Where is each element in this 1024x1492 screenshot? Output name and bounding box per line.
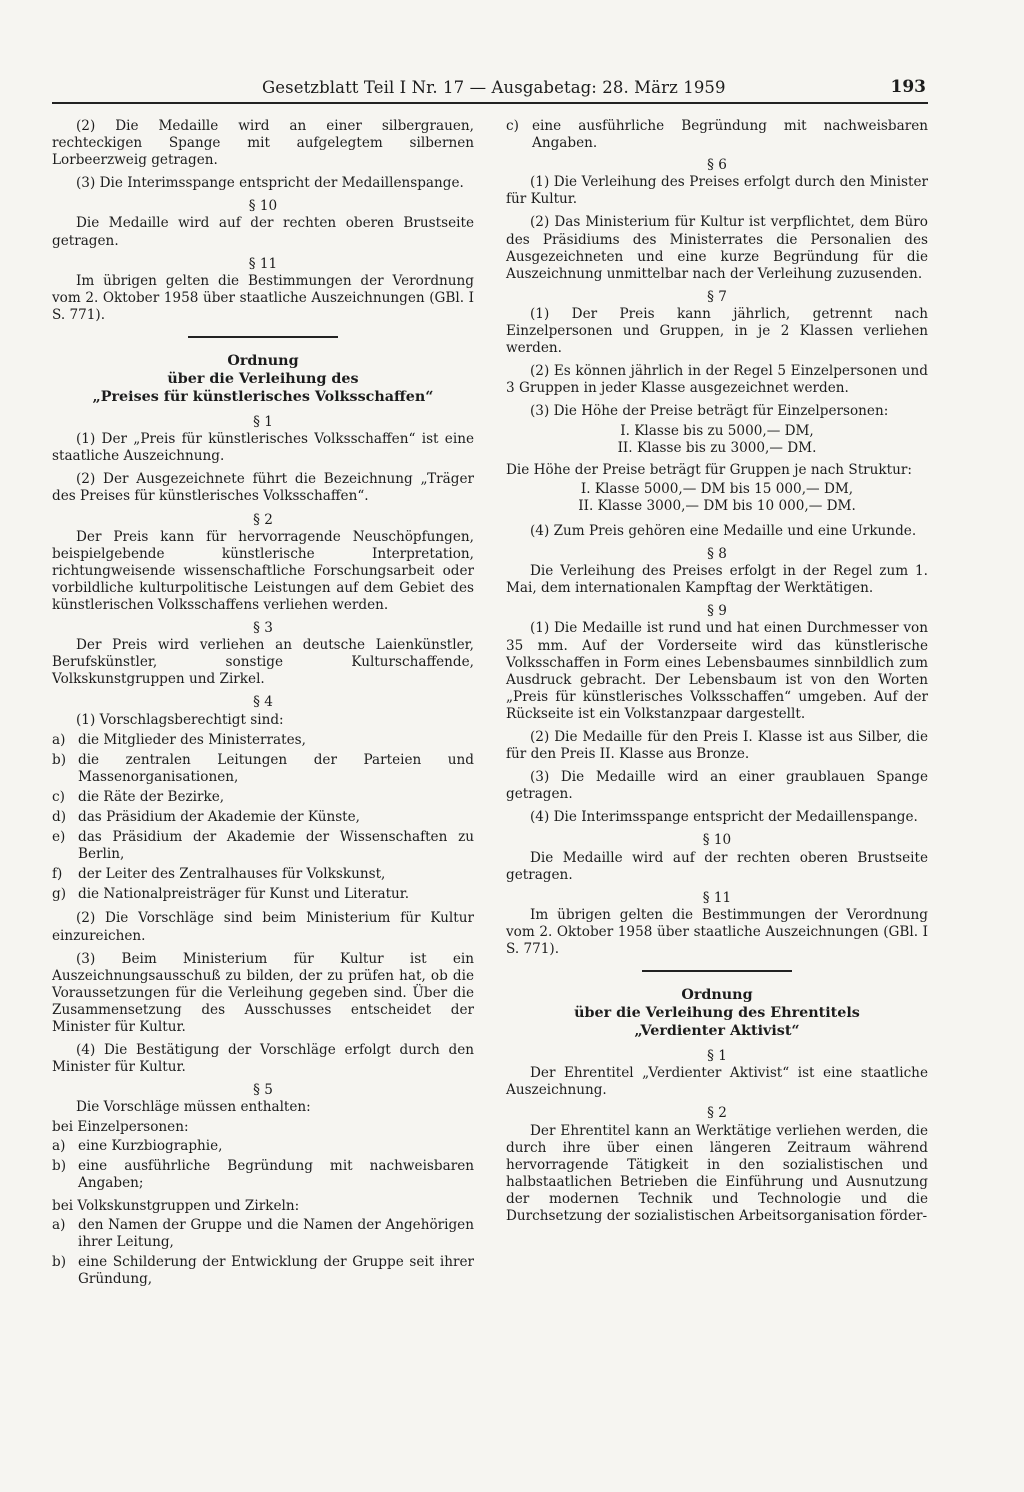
paragraph: Im übrigen gelten die Bestimmungen der Verordnung vom 2. Oktober 1958 über staatliche Auszeichnungen (GBl. I S. 771). [52, 272, 474, 323]
list-item: b) eine Schilderung der Entwicklung der Gruppe seit ihrer Gründung, [52, 1254, 474, 1288]
paragraph: Die Medaille wird auf der rechten oberen Brustseite getragen. [506, 849, 928, 883]
prize-list [506, 481, 928, 515]
list-item: a) eine Kurzbiographie, [52, 1137, 223, 1154]
left-column [52, 118, 474, 1291]
prize-list [506, 423, 928, 457]
paragraph: (1) Die Medaille ist rund und hat einen Durchmesser von 35 mm. Auf der Vorderseite wird das künstlerische Volksschaffen in Form eines Lebensbaumes sinnbildlich zum Ausdruck gebracht. Der Lebensbaum ist von den Worten „Preis für künstlerisches Volksschaffen“ umgeben. Auf der Rückseite ist ein Volkstanzpaar dargestellt. [506, 620, 928, 722]
paragraph: (3) Beim Ministerium für Kultur ist ein Auszeichnungsausschuß zu bilden, der zu prüfen hat, ob die Voraussetzungen für die Verleihung gegeben sind. Über die Zusammensetzung des Ausschusses entscheidet der Minister für Kultur. [52, 950, 474, 1036]
ordinance-title-line: Ordnung [227, 353, 299, 370]
section-heading: § 6 [707, 157, 727, 174]
paragraph: bei Einzelpersonen: [52, 1118, 189, 1135]
list-item: g) die Nationalpreisträger für Kunst und Literatur. [52, 886, 410, 903]
list-item: b) die zentralen Leitungen der Parteien und Massenorganisationen, [52, 751, 474, 785]
paragraph: (2) Die Vorschläge sind beim Ministerium für Kultur einzureichen. [52, 910, 474, 944]
paragraph: (3) Die Interimsspange entspricht der Medaillenspange. [76, 175, 464, 192]
paragraph: (2) Die Medaille für den Preis I. Klasse ist aus Silber, die für den Preis II. Klasse aus Bronze. [506, 729, 928, 763]
paragraph: (4) Die Interimsspange entspricht der Medaillenspange. [530, 809, 918, 826]
ordinance-title-line: über die Verleihung des [167, 371, 359, 388]
paragraph: (2) Die Medaille wird an einer silbergrauen, rechteckigen Spange mit aufgelegtem silbernen Lorbeerzweig getragen. [52, 118, 474, 169]
section-heading: § 2 [253, 511, 273, 528]
section-heading: § 2 [707, 1105, 727, 1122]
page-number: 193 [890, 77, 926, 97]
paragraph: (2) Das Ministerium für Kultur ist verpflichtet, dem Büro des Präsidiums des Ministerrates die Personalien des Ausgezeichneten und eine kurze Begründung für die Auszeichnung unmittelbar nach der Verleihung zuzusenden. [506, 214, 928, 282]
section-heading: § 3 [253, 620, 273, 637]
section-heading: § 1 [707, 1048, 727, 1065]
paragraph: Die Vorschläge müssen enthalten: [76, 1099, 311, 1116]
section-heading: § 11 [702, 889, 732, 906]
divider [642, 970, 792, 972]
paragraph: bei Volkskunstgruppen und Zirkeln: [52, 1197, 300, 1214]
paragraph: Der Preis kann für hervorragende Neuschöpfungen, beispielgebende künstlerische Interpretation, richtungweisende wissenschaftliche Forschungsarbeit oder vorbildliche kulturpolitische Leistungen auf dem Gebiet des künstlerischen Volksschaffens verliehen werden. [52, 528, 474, 613]
list-item: e) das Präsidium der Akademie der Wissenschaften zu Berlin, [52, 829, 474, 863]
paragraph: (3) Die Medaille wird an einer graublauen Spange getragen. [506, 769, 928, 803]
paragraph: (3) Die Höhe der Preise beträgt für Einzelpersonen: [530, 403, 889, 420]
paragraph: Der Preis wird verliehen an deutsche Laienkünstler, Berufskünstler, sonstige Kulturschaffende, Volkskunstgruppen und Zirkel. [52, 637, 474, 688]
ordinance-title-line: „Preises für künstlerisches Volksschaffen“ [92, 389, 434, 406]
paragraph: Die Verleihung des Preises erfolgt in der Regel zum 1. Mai, dem internationalen Kampftag der Werktätigen. [506, 563, 928, 597]
paragraph: (1) Die Verleihung des Preises erfolgt durch den Minister für Kultur. [506, 174, 928, 208]
divider [188, 336, 338, 338]
list-item: a) die Mitglieder des Ministerrates, [52, 731, 306, 748]
paragraph: (2) Es können jährlich in der Regel 5 Einzelpersonen und 3 Gruppen in jeder Klasse ausgezeichnet werden. [506, 363, 928, 397]
section-heading: § 4 [253, 694, 273, 711]
section-heading: § 11 [248, 255, 278, 272]
paragraph: (1) Der Preis kann jährlich, getrennt nach Einzelpersonen und Gruppen, in je 2 Klassen verliehen werden. [506, 305, 928, 357]
list-item: d) das Präsidium der Akademie der Künste, [52, 809, 361, 825]
list-item: a) den Namen der Gruppe und die Namen der Angehörigen ihrer Leitung, [52, 1216, 474, 1251]
list-item: f) der Leiter des Zentralhauses für Volkskunst, [52, 866, 386, 883]
section-heading: § 5 [253, 1082, 273, 1099]
section-heading: § 7 [707, 288, 727, 305]
section-heading: § 9 [707, 603, 727, 620]
paragraph: (1) Der „Preis für künstlerisches Volksschaffen“ ist eine staatliche Auszeichnung. [52, 431, 474, 465]
paragraph: (4) Die Bestätigung der Vorschläge erfolgt durch den Minister für Kultur. [52, 1042, 474, 1076]
section-heading: § 10 [702, 832, 732, 849]
paragraph: Die Medaille wird auf der rechten oberen Brustseite getragen. [52, 215, 474, 249]
ordinance-title-line: „Verdienter Aktivist“ [634, 1023, 800, 1040]
header-title: Gesetzblatt Teil I Nr. 17 — Ausgabetag: 28. März 1959 [262, 78, 726, 97]
paragraph: Im übrigen gelten die Bestimmungen der Verordnung vom 2. Oktober 1958 über staatliche Auszeichnungen (GBl. I S. 771). [506, 906, 928, 958]
page-header [52, 74, 928, 104]
section-heading: § 8 [707, 546, 727, 563]
ordinance-title [506, 986, 928, 1040]
prize-line: I. Klasse bis zu 5000,— DM, [620, 422, 814, 439]
prize-line: II. Klasse 3000,— DM bis 10 000,— DM. [578, 497, 856, 514]
section-heading: § 10 [248, 198, 278, 215]
paragraph: Die Höhe der Preise beträgt für Gruppen je nach Struktur: [506, 461, 912, 478]
ordinance-title [52, 352, 474, 406]
list-item: c) die Räte der Bezirke, [52, 788, 225, 805]
prize-line: II. Klasse bis zu 3000,— DM. [617, 439, 817, 456]
ordinance-title-line: Ordnung [681, 987, 753, 1004]
list [52, 732, 474, 904]
paragraph: Der Ehrentitel „Verdienter Aktivist“ ist eine staatliche Auszeichnung. [506, 1065, 928, 1099]
list-item: b) eine ausführliche Begründung mit nachweisbaren Angaben; [52, 1157, 474, 1191]
section-heading: § 1 [253, 414, 273, 431]
list-item: c) eine ausführliche Begründung mit nachweisbaren Angaben. [506, 118, 928, 152]
prize-line: I. Klasse 5000,— DM bis 15 000,— DM, [580, 480, 854, 497]
right-column [506, 118, 928, 1231]
paragraph: Der Ehrentitel kann an Werktätige verliehen werden, die durch ihre über einen längeren Zeitraum während hervorragende Tätigkeit in den sozialistischen und halbstaatlichen Betrieben die Einführung und Ausnutzung der modernen Technik und Technologie und die Durchsetzung der sozialistischen Arbeitsorganisation förder- [506, 1122, 928, 1224]
paragraph: (1) Vorschlagsberechtigt sind: [76, 711, 284, 728]
paragraph: (4) Zum Preis gehören eine Medaille und eine Urkunde. [530, 522, 917, 539]
ordinance-title-line: über die Verleihung des Ehrentitels [574, 1005, 860, 1022]
paragraph: (2) Der Ausgezeichnete führt die Bezeichnung „Träger des Preises für künstlerisches Volksschaffen“. [52, 471, 474, 505]
